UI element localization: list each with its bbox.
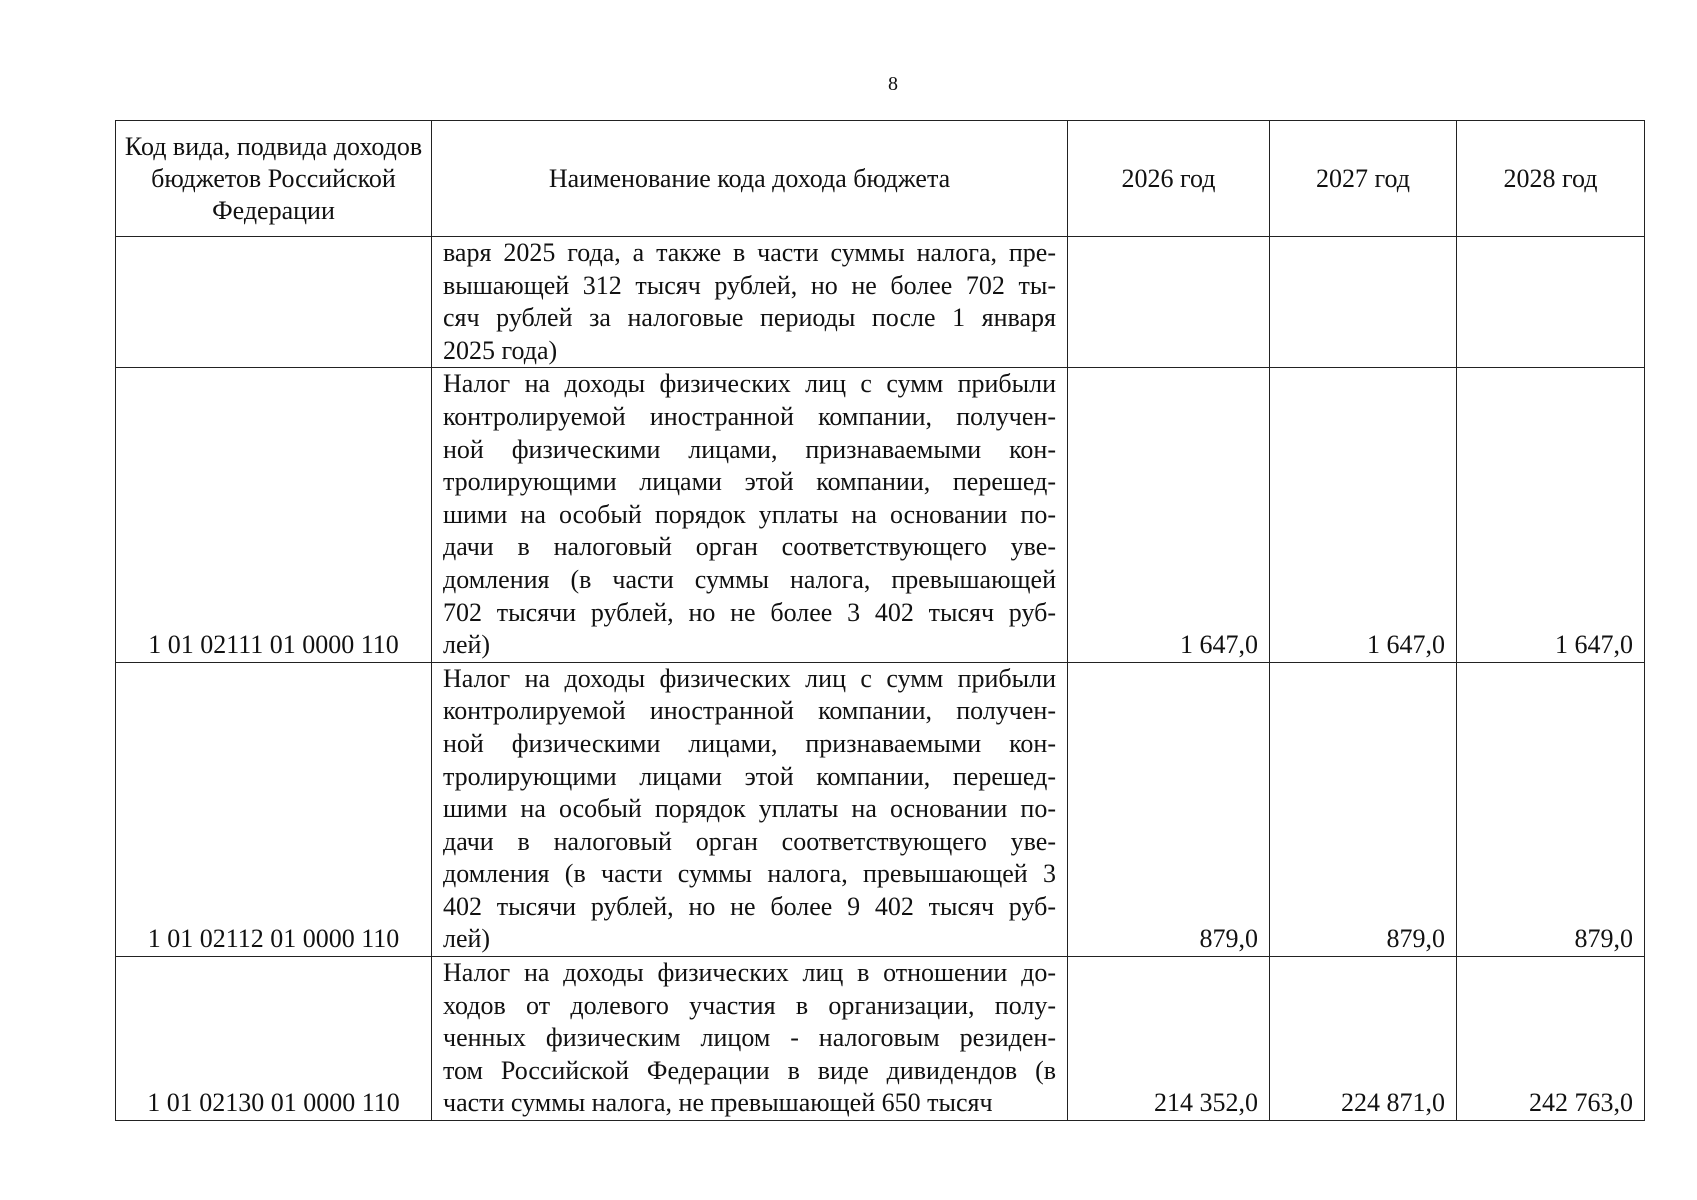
table-body xyxy=(116,237,1645,1121)
revenue-name-line: домления (в части суммы налога, превышающей xyxy=(443,564,1056,594)
revenue-name-line: шими на особый порядок уплаты на основании по- xyxy=(443,794,1056,824)
amount-2026: 879,0 xyxy=(1068,662,1270,956)
header-code: Код вида, подвида доходов бюджетов Российской Федерации xyxy=(116,121,432,237)
revenue-name-line: лей) xyxy=(443,924,491,954)
revenue-name-line: домления (в части суммы налога, превышающей 3 xyxy=(443,859,1056,889)
revenue-name-line: дачи в налоговый орган соответствующего уве- xyxy=(443,826,1056,856)
header-2026: 2026 год xyxy=(1068,121,1270,237)
revenue-name xyxy=(432,368,1068,662)
amount-2026 xyxy=(1068,237,1270,368)
revenue-name xyxy=(432,662,1068,956)
revenue-name-line: вышающей 312 тысяч рублей, но не более 702 ты- xyxy=(443,270,1056,300)
amount-2027: 1 647,0 xyxy=(1270,368,1457,662)
revenue-code xyxy=(116,237,432,368)
amount-2028 xyxy=(1457,237,1645,368)
revenue-name xyxy=(432,237,1068,368)
table-row xyxy=(116,957,1645,1121)
table-row xyxy=(116,237,1645,368)
revenue-name-line: 402 тысячи рублей, но не более 9 402 тысяч руб- xyxy=(443,891,1056,921)
revenue-name-line: варя 2025 года, а также в части суммы налога, пре- xyxy=(443,238,1056,267)
amount-2027: 224 871,0 xyxy=(1270,957,1457,1121)
revenue-name-line: том Российской Федерации в виде дивидендов (в xyxy=(443,1055,1056,1085)
table-row xyxy=(116,368,1645,662)
amount-2028: 1 647,0 xyxy=(1457,368,1645,662)
budget-revenue-table xyxy=(115,120,1645,1121)
revenue-name-line: Налог на доходы физических лиц в отношении до- xyxy=(443,958,1056,988)
revenue-name-line: Налог на доходы физических лиц с сумм прибыли xyxy=(443,663,1056,693)
revenue-name xyxy=(432,957,1068,1121)
revenue-name-line: ной физическими лицами, признаваемыми кон- xyxy=(443,434,1056,464)
revenue-name-line: 702 тысячи рублей, но не более 3 402 тысяч руб- xyxy=(443,597,1056,627)
revenue-name-line: ной физическими лицами, признаваемыми кон- xyxy=(443,728,1056,758)
header-name: Наименование кода дохода бюджета xyxy=(432,121,1068,237)
header-2028: 2028 год xyxy=(1457,121,1645,237)
revenue-name-line: тролирующими лицами этой компании, перешед- xyxy=(443,467,1056,497)
page-number: 8 xyxy=(888,73,898,95)
revenue-name-line: шими на особый порядок уплаты на основании по- xyxy=(443,499,1056,529)
revenue-name-line: ходов от долевого участия в организации, полу- xyxy=(443,990,1056,1020)
amount-2028: 879,0 xyxy=(1457,662,1645,956)
revenue-name-line: Налог на доходы физических лиц с сумм прибыли xyxy=(443,369,1056,399)
revenue-name-line: части суммы налога, не превышающей 650 тысяч xyxy=(443,1088,993,1118)
amount-2026: 1 647,0 xyxy=(1068,368,1270,662)
amount-2028: 242 763,0 xyxy=(1457,957,1645,1121)
table-row xyxy=(116,662,1645,956)
revenue-name-line: сяч рублей за налоговые периоды после 1 января xyxy=(443,303,1056,333)
amount-2027 xyxy=(1270,237,1457,368)
revenue-name-line: лей) xyxy=(443,630,491,660)
revenue-code: 1 01 02130 01 0000 110 xyxy=(116,957,432,1121)
revenue-name-line: ченных физическим лицом - налоговым резиден- xyxy=(443,1023,1056,1053)
revenue-name-line: тролирующими лицами этой компании, перешед- xyxy=(443,761,1056,791)
revenue-name-line: контролируемой иностранной компании, получен- xyxy=(443,401,1056,431)
table-header-row xyxy=(116,121,1645,237)
revenue-code: 1 01 02112 01 0000 110 xyxy=(116,662,432,956)
revenue-name-line: дачи в налоговый орган соответствующего уве- xyxy=(443,532,1056,562)
amount-2026: 214 352,0 xyxy=(1068,957,1270,1121)
revenue-code: 1 01 02111 01 0000 110 xyxy=(116,368,432,662)
revenue-name-line: 2025 года) xyxy=(443,335,558,365)
header-2027: 2027 год xyxy=(1270,121,1457,237)
amount-2027: 879,0 xyxy=(1270,662,1457,956)
revenue-name-line: контролируемой иностранной компании, получен- xyxy=(443,696,1056,726)
